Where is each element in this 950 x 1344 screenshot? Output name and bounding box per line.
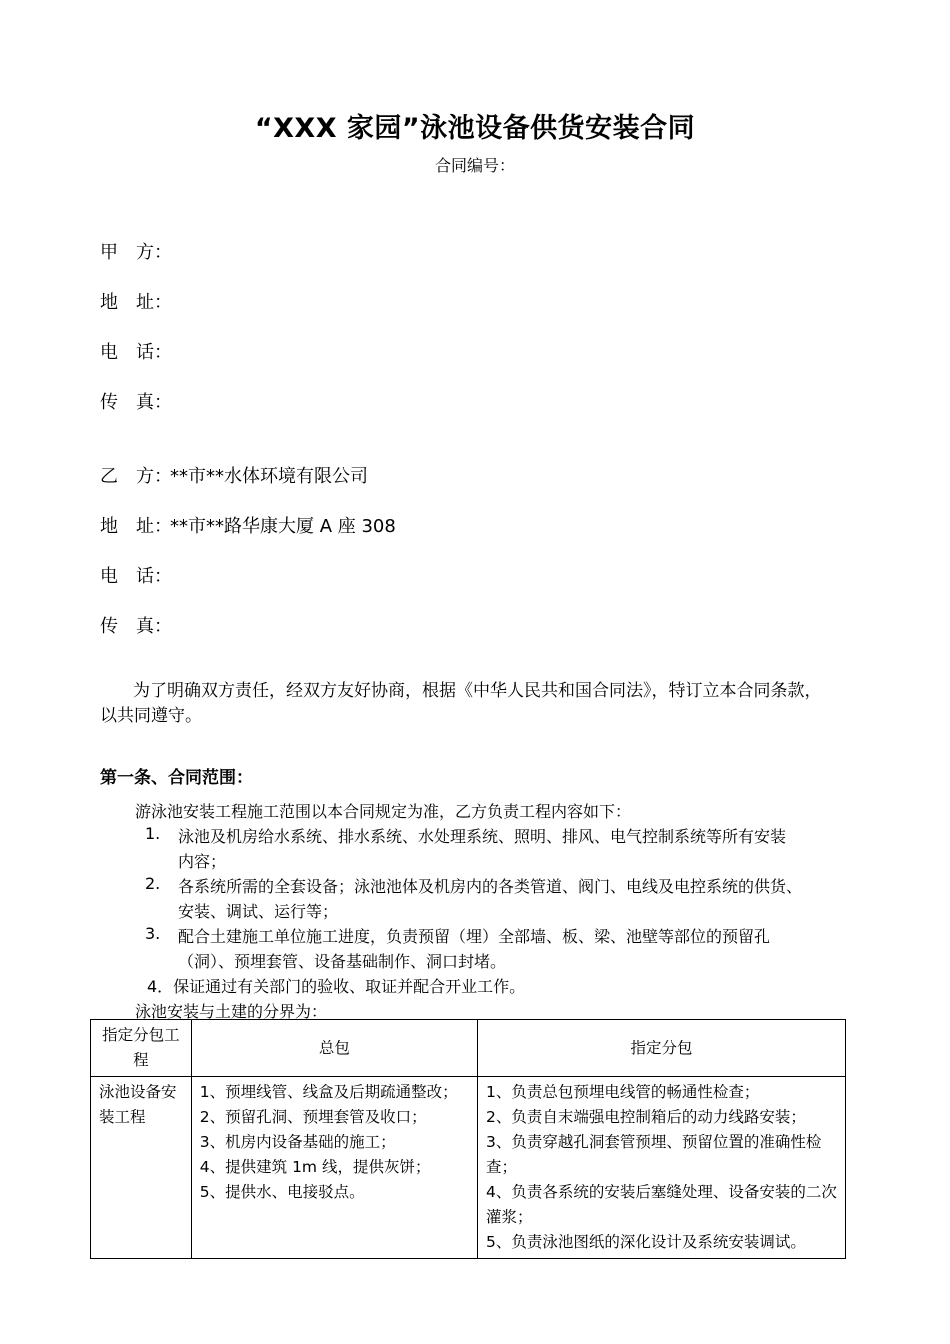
table-header-general: 总包 bbox=[191, 1020, 477, 1077]
section-1-heading: 第一条、合同范围： bbox=[100, 768, 253, 788]
party-b-address-value: **市**路华康大厦 A 座 308 bbox=[170, 516, 396, 537]
sub-item-2: 2、负责自末端强电控制箱后的动力线路安装； bbox=[486, 1108, 806, 1126]
party-a-address-row bbox=[100, 288, 170, 314]
intro-paragraph-line1: 为了明确双方责任，经双方友好协商，根据《中华人民共和国合同法》，特订立本合同条款， bbox=[133, 681, 822, 701]
general-item-3: 3、机房内设备基础的施工； bbox=[199, 1133, 396, 1151]
table-header-row bbox=[91, 1020, 846, 1077]
party-a-address-label: 地 址： bbox=[100, 292, 172, 313]
table-row bbox=[91, 1077, 846, 1259]
general-item-5: 5、提供水、电接驳点。 bbox=[199, 1183, 365, 1201]
list-item-3-line2: （洞）、预埋套管、设备基础制作、洞口封堵。 bbox=[178, 952, 507, 971]
sub-item-4: 4、负责各系统的安装后塞缝处理、设备安装的二次灌浆； bbox=[486, 1183, 837, 1226]
party-a-fax-row bbox=[100, 388, 170, 414]
list-item-3-number: 3. bbox=[145, 924, 161, 943]
sub-item-3: 3、负责穿越孔洞套管预埋、预留位置的准确性检查； bbox=[486, 1133, 822, 1176]
list-item-4: 4．保证通过有关部门的验收、取证并配合开业工作。 bbox=[147, 977, 526, 996]
sub-item-5: 5、负责泳池图纸的深化设计及系统安装调试。 bbox=[486, 1233, 806, 1251]
party-b-fax-row bbox=[100, 612, 170, 638]
sub-item-1: 1、负责总包预埋电线管的畅通性检查； bbox=[486, 1083, 760, 1101]
party-a-fax-label: 传 真： bbox=[100, 392, 172, 413]
list-item-2-number: 2. bbox=[145, 874, 161, 893]
party-a-phone-row bbox=[100, 338, 170, 364]
general-item-4: 4、提供建筑 1m 线，提供灰饼； bbox=[199, 1158, 431, 1176]
list-item-2-line2: 安装、调试、运行等； bbox=[178, 902, 339, 921]
general-item-1: 1、预埋线管、线盒及后期疏通整改； bbox=[199, 1083, 458, 1101]
general-item-2: 2、预留孔洞、预埋套管及收口； bbox=[199, 1108, 427, 1126]
table-header-scope: 指定分包工程 bbox=[91, 1020, 192, 1077]
list-item-1-number: 1. bbox=[145, 824, 161, 843]
table-cell-general bbox=[191, 1077, 477, 1259]
party-a-name-row bbox=[100, 238, 170, 264]
contract-number-label: 合同编号： bbox=[434, 156, 515, 175]
table-header-sub: 指定分包 bbox=[478, 1020, 846, 1077]
party-b-address-label: 地 址： bbox=[100, 516, 172, 537]
intro-paragraph-line2: 以共同遵守。 bbox=[100, 706, 202, 726]
section-1-lead: 游泳池安装工程施工范围以本合同规定为准，乙方负责工程内容如下： bbox=[135, 802, 632, 821]
party-b-phone-row bbox=[100, 562, 170, 588]
party-b-address-row bbox=[100, 512, 396, 538]
table-cell-sub bbox=[478, 1077, 846, 1259]
list-item-1-line1: 泳池及机房给水系统、排水系统、水处理系统、照明、排风、电气控制系统等所有安装 bbox=[178, 827, 787, 846]
list-item-3-line1: 配合土建施工单位施工进度，负责预留（埋）全部墙、板、梁、池壁等部位的预留孔 bbox=[178, 927, 771, 946]
document-title: “XXX 家园”泳池设备供货安装合同 bbox=[254, 113, 696, 144]
party-b-fax-label: 传 真： bbox=[100, 616, 172, 637]
table-cell-scope: 泳池设备安装工程 bbox=[91, 1077, 192, 1259]
party-b-name-row bbox=[100, 462, 368, 488]
party-b-phone-label: 电 话： bbox=[100, 566, 172, 587]
party-b-value: **市**水体环境有限公司 bbox=[170, 466, 368, 487]
party-b-label: 乙 方： bbox=[100, 466, 172, 487]
party-a-phone-label: 电 话： bbox=[100, 342, 172, 363]
scope-boundary-table bbox=[90, 1019, 846, 1259]
party-a-label: 甲 方： bbox=[100, 242, 172, 263]
list-item-2-line1: 各系统所需的全套设备；泳池池体及机房内的各类管道、阀门、电线及电控系统的供货、 bbox=[178, 877, 803, 896]
boundary-lead: 泳池安装与土建的分界为： bbox=[135, 1002, 328, 1021]
list-item-1-line2: 内容； bbox=[178, 852, 227, 871]
